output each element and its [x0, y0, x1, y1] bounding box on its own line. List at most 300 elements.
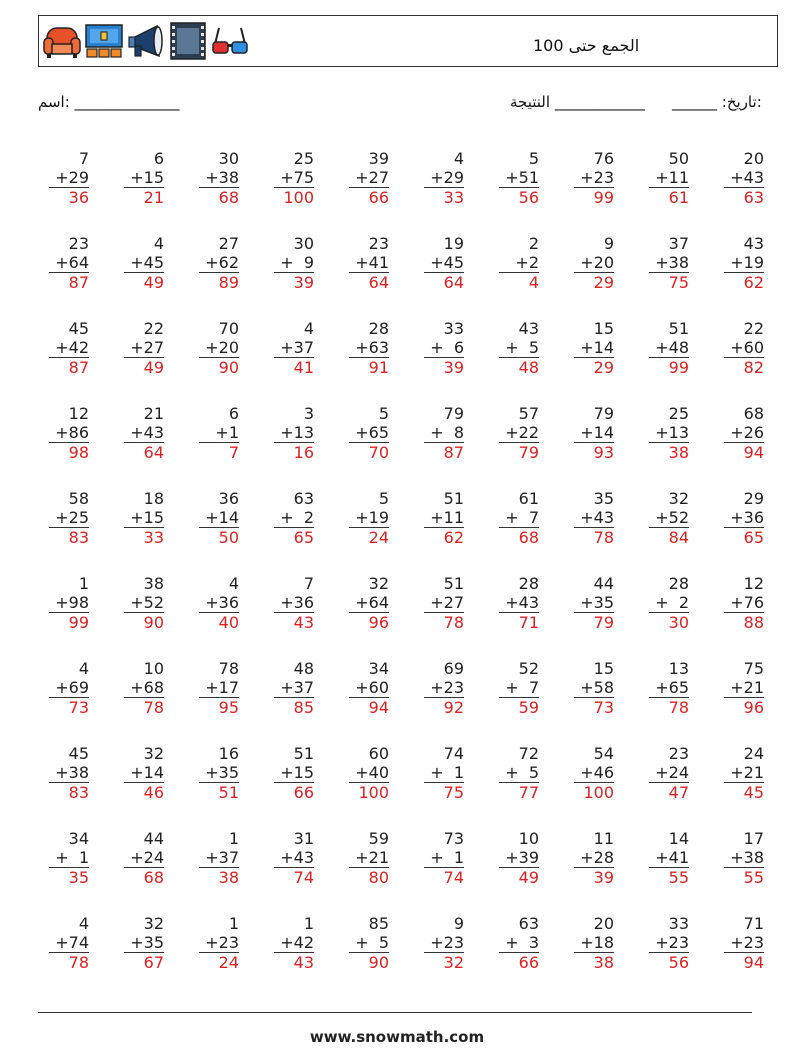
second-addend: +48 — [655, 338, 689, 357]
second-addend: + 3 — [505, 933, 539, 952]
addition-problem — [49, 149, 89, 207]
answer: 82 — [724, 357, 764, 377]
first-addend: 17 — [743, 829, 764, 848]
answer: 78 — [49, 952, 89, 972]
addition-problem — [199, 489, 239, 547]
answer: 65 — [724, 527, 764, 547]
second-addend: +76 — [730, 593, 764, 612]
addition-problem — [49, 659, 89, 717]
answer: 75 — [424, 782, 464, 802]
first-addend: 73 — [443, 829, 464, 848]
second-addend: + 8 — [430, 423, 464, 442]
addition-problem — [499, 574, 539, 632]
answer: 55 — [649, 867, 689, 887]
score-field-label: النتيجة ____________ — [510, 93, 645, 111]
addition-problem — [199, 149, 239, 207]
first-addend: 28 — [668, 574, 689, 593]
answer: 43 — [274, 612, 314, 632]
answer: 68 — [499, 527, 539, 547]
answer: 56 — [649, 952, 689, 972]
addition-problem — [724, 234, 764, 292]
first-addend: 44 — [593, 574, 614, 593]
answer: 89 — [199, 272, 239, 292]
first-addend: 60 — [368, 744, 389, 763]
first-addend: 51 — [293, 744, 314, 763]
addition-problem — [574, 234, 614, 292]
answer: 87 — [424, 442, 464, 462]
addition-problem — [649, 829, 689, 887]
first-addend: 51 — [668, 319, 689, 338]
answer: 77 — [499, 782, 539, 802]
second-addend: +11 — [655, 168, 689, 187]
answer: 49 — [499, 867, 539, 887]
answer: 78 — [424, 612, 464, 632]
addition-problem — [649, 234, 689, 292]
first-addend: 1 — [228, 914, 239, 933]
addition-problem — [199, 574, 239, 632]
second-addend: +64 — [355, 593, 389, 612]
answer: 73 — [574, 697, 614, 717]
addition-problem — [49, 574, 89, 632]
first-addend: 1 — [78, 574, 89, 593]
first-addend: 23 — [668, 744, 689, 763]
answer: 100 — [574, 782, 614, 802]
addition-problem — [274, 489, 314, 547]
addition-problem — [49, 744, 89, 802]
second-addend: +2 — [515, 253, 539, 272]
answer: 95 — [199, 697, 239, 717]
addition-problem — [424, 234, 464, 292]
first-addend: 5 — [378, 404, 389, 423]
second-addend: +21 — [730, 763, 764, 782]
first-addend: 11 — [593, 829, 614, 848]
first-addend: 50 — [668, 149, 689, 168]
answer: 47 — [649, 782, 689, 802]
answer: 39 — [424, 357, 464, 377]
addition-problem — [424, 829, 464, 887]
answer: 29 — [574, 357, 614, 377]
first-addend: 19 — [443, 234, 464, 253]
first-addend: 15 — [593, 659, 614, 678]
addition-problem — [349, 914, 389, 972]
second-addend: +21 — [730, 678, 764, 697]
answer: 21 — [124, 187, 164, 207]
addition-problem — [274, 404, 314, 462]
answer: 64 — [424, 272, 464, 292]
addition-problem — [124, 149, 164, 207]
addition-problem — [574, 404, 614, 462]
first-addend: 52 — [518, 659, 539, 678]
answer: 93 — [574, 442, 614, 462]
answer: 87 — [49, 357, 89, 377]
first-addend: 10 — [143, 659, 164, 678]
addition-problem — [724, 659, 764, 717]
first-addend: 30 — [293, 234, 314, 253]
second-addend: +65 — [655, 678, 689, 697]
second-addend: + 6 — [430, 338, 464, 357]
addition-problem — [574, 914, 614, 972]
second-addend: +43 — [280, 848, 314, 867]
second-addend: +86 — [55, 423, 89, 442]
second-addend: + 1 — [430, 763, 464, 782]
second-addend: +75 — [280, 168, 314, 187]
addition-problem — [274, 914, 314, 972]
addition-problem — [274, 574, 314, 632]
first-addend: 9 — [453, 914, 464, 933]
second-addend: +24 — [130, 848, 164, 867]
answer: 39 — [574, 867, 614, 887]
header-icons — [43, 22, 249, 60]
first-addend: 44 — [143, 829, 164, 848]
first-addend: 6 — [228, 404, 239, 423]
first-addend: 36 — [218, 489, 239, 508]
addition-problem — [649, 659, 689, 717]
answer: 7 — [199, 442, 239, 462]
answer: 94 — [349, 697, 389, 717]
answer: 43 — [274, 952, 314, 972]
first-addend: 45 — [68, 319, 89, 338]
second-addend: +37 — [205, 848, 239, 867]
answer: 68 — [199, 187, 239, 207]
answer: 59 — [499, 697, 539, 717]
first-addend: 59 — [368, 829, 389, 848]
addition-problem — [274, 149, 314, 207]
answer: 78 — [124, 697, 164, 717]
answer: 92 — [424, 697, 464, 717]
addition-problem — [49, 829, 89, 887]
second-addend: +43 — [505, 593, 539, 612]
answer: 41 — [274, 357, 314, 377]
second-addend: +69 — [55, 678, 89, 697]
addition-problem — [349, 234, 389, 292]
answer: 35 — [49, 867, 89, 887]
second-addend: +36 — [205, 593, 239, 612]
addition-problem — [49, 404, 89, 462]
answer: 71 — [499, 612, 539, 632]
first-addend: 22 — [143, 319, 164, 338]
first-addend: 51 — [443, 489, 464, 508]
answer: 74 — [424, 867, 464, 887]
second-addend: +23 — [430, 933, 464, 952]
first-addend: 75 — [743, 659, 764, 678]
answer: 90 — [349, 952, 389, 972]
second-addend: +17 — [205, 678, 239, 697]
first-addend: 25 — [668, 404, 689, 423]
addition-problem — [649, 744, 689, 802]
second-addend: +35 — [205, 763, 239, 782]
addition-problem — [49, 914, 89, 972]
answer: 96 — [349, 612, 389, 632]
answer: 46 — [124, 782, 164, 802]
first-addend: 69 — [443, 659, 464, 678]
first-addend: 63 — [518, 914, 539, 933]
answer: 79 — [574, 612, 614, 632]
second-addend: +13 — [280, 423, 314, 442]
first-addend: 23 — [68, 234, 89, 253]
second-addend: + 5 — [505, 338, 539, 357]
second-addend: +45 — [130, 253, 164, 272]
second-addend: +43 — [580, 508, 614, 527]
answer: 39 — [274, 272, 314, 292]
3d-glasses-icon — [211, 22, 249, 60]
projector-screen-icon — [85, 22, 123, 60]
first-addend: 28 — [368, 319, 389, 338]
first-addend: 24 — [743, 744, 764, 763]
answer: 40 — [199, 612, 239, 632]
addition-problem — [124, 319, 164, 377]
first-addend: 39 — [368, 149, 389, 168]
addition-problem — [424, 319, 464, 377]
first-addend: 15 — [593, 319, 614, 338]
first-addend: 79 — [443, 404, 464, 423]
first-addend: 43 — [518, 319, 539, 338]
addition-problem — [724, 829, 764, 887]
addition-problem — [649, 914, 689, 972]
addition-problem — [499, 319, 539, 377]
answer: 84 — [649, 527, 689, 547]
addition-problem — [124, 659, 164, 717]
first-addend: 5 — [378, 489, 389, 508]
second-addend: +15 — [130, 168, 164, 187]
second-addend: +42 — [55, 338, 89, 357]
first-addend: 5 — [528, 149, 539, 168]
answer: 16 — [274, 442, 314, 462]
answer: 55 — [724, 867, 764, 887]
addition-problem — [274, 829, 314, 887]
addition-problem — [499, 914, 539, 972]
addition-problem — [574, 744, 614, 802]
second-addend: + 7 — [505, 678, 539, 697]
answer: 78 — [649, 697, 689, 717]
addition-problem — [124, 234, 164, 292]
addition-problem — [199, 829, 239, 887]
addition-problem — [724, 489, 764, 547]
first-addend: 32 — [143, 744, 164, 763]
addition-problem — [724, 574, 764, 632]
addition-problem — [349, 829, 389, 887]
worksheet-title: الجمع حتى 100 — [533, 36, 640, 55]
second-addend: +37 — [280, 678, 314, 697]
addition-problem — [499, 744, 539, 802]
second-addend: +40 — [355, 763, 389, 782]
second-addend: +38 — [55, 763, 89, 782]
addition-problem — [349, 149, 389, 207]
second-addend: +25 — [55, 508, 89, 527]
second-addend: +23 — [580, 168, 614, 187]
first-addend: 61 — [518, 489, 539, 508]
answer: 68 — [124, 867, 164, 887]
second-addend: +43 — [130, 423, 164, 442]
first-addend: 4 — [228, 574, 239, 593]
addition-problem — [199, 914, 239, 972]
first-addend: 72 — [518, 744, 539, 763]
addition-problem — [574, 489, 614, 547]
second-addend: + 1 — [55, 848, 89, 867]
first-addend: 43 — [743, 234, 764, 253]
second-addend: +18 — [580, 933, 614, 952]
answer: 87 — [49, 272, 89, 292]
first-addend: 74 — [443, 744, 464, 763]
answer: 80 — [349, 867, 389, 887]
first-addend: 78 — [218, 659, 239, 678]
addition-problem — [349, 574, 389, 632]
addition-problem — [649, 404, 689, 462]
second-addend: +19 — [355, 508, 389, 527]
second-addend: +60 — [355, 678, 389, 697]
addition-problem — [499, 149, 539, 207]
second-addend: +35 — [580, 593, 614, 612]
answer: 36 — [49, 187, 89, 207]
second-addend: + 9 — [280, 253, 314, 272]
second-addend: +23 — [205, 933, 239, 952]
footer-website: www.snowmath.com — [309, 1028, 485, 1046]
second-addend: +52 — [130, 593, 164, 612]
second-addend: +27 — [130, 338, 164, 357]
second-addend: +43 — [730, 168, 764, 187]
second-addend: +37 — [280, 338, 314, 357]
addition-problem — [424, 744, 464, 802]
first-addend: 34 — [68, 829, 89, 848]
answer: 67 — [124, 952, 164, 972]
second-addend: +29 — [430, 168, 464, 187]
first-addend: 4 — [78, 914, 89, 933]
addition-problem — [724, 744, 764, 802]
second-addend: + 1 — [430, 848, 464, 867]
first-addend: 10 — [518, 829, 539, 848]
second-addend: +23 — [730, 933, 764, 952]
addition-problem — [274, 234, 314, 292]
answer: 61 — [649, 187, 689, 207]
addition-problem — [124, 914, 164, 972]
second-addend: +14 — [580, 338, 614, 357]
answer: 94 — [724, 442, 764, 462]
first-addend: 4 — [453, 149, 464, 168]
first-addend: 54 — [593, 744, 614, 763]
second-addend: +36 — [280, 593, 314, 612]
first-addend: 30 — [218, 149, 239, 168]
second-addend: +58 — [580, 678, 614, 697]
answer: 98 — [49, 442, 89, 462]
first-addend: 1 — [228, 829, 239, 848]
addition-problem — [124, 744, 164, 802]
answer: 83 — [49, 527, 89, 547]
second-addend: +23 — [655, 933, 689, 952]
second-addend: +42 — [280, 933, 314, 952]
second-addend: +14 — [580, 423, 614, 442]
addition-problem — [349, 659, 389, 717]
addition-problem — [349, 404, 389, 462]
addition-problem — [424, 659, 464, 717]
addition-problem — [274, 744, 314, 802]
answer: 90 — [199, 357, 239, 377]
answer: 38 — [649, 442, 689, 462]
film-frame-icon — [169, 22, 207, 60]
second-addend: +35 — [130, 933, 164, 952]
first-addend: 85 — [368, 914, 389, 933]
addition-problem — [424, 489, 464, 547]
answer: 66 — [274, 782, 314, 802]
second-addend: +28 — [580, 848, 614, 867]
addition-problem — [49, 319, 89, 377]
answer: 56 — [499, 187, 539, 207]
first-addend: 57 — [518, 404, 539, 423]
answer: 99 — [49, 612, 89, 632]
second-addend: +1 — [215, 423, 239, 442]
first-addend: 3 — [303, 404, 314, 423]
first-addend: 28 — [518, 574, 539, 593]
addition-problem — [124, 489, 164, 547]
first-addend: 21 — [143, 404, 164, 423]
second-addend: +19 — [730, 253, 764, 272]
second-addend: +52 — [655, 508, 689, 527]
second-addend: +68 — [130, 678, 164, 697]
addition-problem — [724, 149, 764, 207]
second-addend: + 5 — [355, 933, 389, 952]
second-addend: +24 — [655, 763, 689, 782]
addition-problem — [574, 149, 614, 207]
first-addend: 6 — [153, 149, 164, 168]
addition-problem — [49, 489, 89, 547]
answer: 30 — [649, 612, 689, 632]
answer: 62 — [424, 527, 464, 547]
addition-problem — [574, 829, 614, 887]
second-addend: +15 — [130, 508, 164, 527]
first-addend: 2 — [528, 234, 539, 253]
addition-problem — [499, 489, 539, 547]
megaphone-icon — [127, 22, 165, 60]
first-addend: 7 — [78, 149, 89, 168]
second-addend: +36 — [730, 508, 764, 527]
first-addend: 34 — [368, 659, 389, 678]
date-field-label: ______ :تاريخ: — [672, 93, 762, 111]
answer: 99 — [574, 187, 614, 207]
second-addend: +39 — [505, 848, 539, 867]
answer: 24 — [199, 952, 239, 972]
answer: 38 — [199, 867, 239, 887]
answer: 83 — [49, 782, 89, 802]
addition-problem — [424, 574, 464, 632]
second-addend: +51 — [505, 168, 539, 187]
answer: 32 — [424, 952, 464, 972]
answer: 73 — [49, 697, 89, 717]
first-addend: 45 — [68, 744, 89, 763]
answer: 100 — [349, 782, 389, 802]
first-addend: 31 — [293, 829, 314, 848]
addition-problem — [724, 319, 764, 377]
addition-problem — [499, 234, 539, 292]
first-addend: 35 — [593, 489, 614, 508]
second-addend: +63 — [355, 338, 389, 357]
second-addend: +29 — [55, 168, 89, 187]
addition-problem — [574, 319, 614, 377]
second-addend: +27 — [430, 593, 464, 612]
addition-problem — [649, 489, 689, 547]
addition-problem — [424, 149, 464, 207]
answer: 85 — [274, 697, 314, 717]
answer: 90 — [124, 612, 164, 632]
first-addend: 32 — [668, 489, 689, 508]
answer: 79 — [499, 442, 539, 462]
answer: 49 — [124, 272, 164, 292]
second-addend: +41 — [355, 253, 389, 272]
first-addend: 16 — [218, 744, 239, 763]
answer: 48 — [499, 357, 539, 377]
answer: 49 — [124, 357, 164, 377]
answer: 24 — [349, 527, 389, 547]
addition-problem — [649, 149, 689, 207]
first-addend: 12 — [743, 574, 764, 593]
first-addend: 79 — [593, 404, 614, 423]
